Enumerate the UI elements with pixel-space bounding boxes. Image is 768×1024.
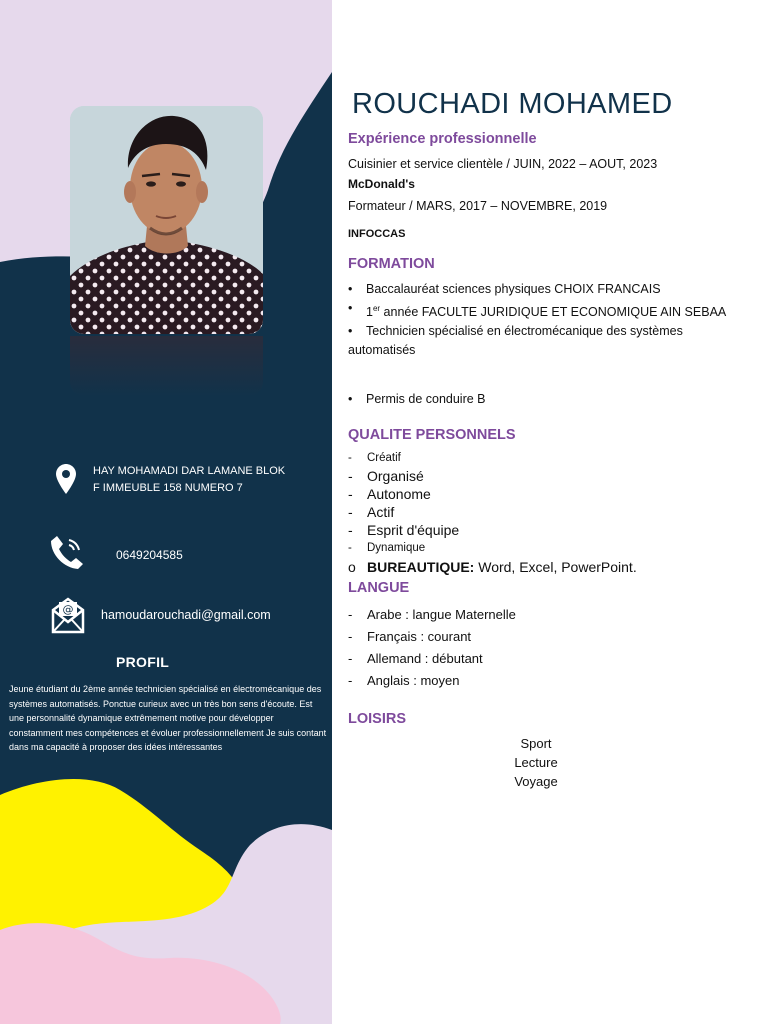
formation-item: • Baccalauréat sciences physiques CHOIX FRANCAIS <box>348 280 728 299</box>
profile-text: Jeune étudiant du 2ème année technicien spécialisé en électromécanique des systèmes automatisés. Ponctue curieux avec un très bon sens d'écoute. Est une personnalité dynamique extrêmement motive pour développer constamment mes compétences et évoluer professionnellement Je suis contant dans ma capacité à proposer des idées intéressantes <box>9 684 327 752</box>
qualite-item: - Organisé <box>348 467 459 485</box>
formation-title: FORMATION <box>348 256 435 272</box>
langue-item: - Français : courant <box>348 628 516 650</box>
qualites-title: QUALITE PERSONNELS <box>348 427 516 443</box>
loisir-item: Voyage <box>514 774 558 789</box>
main-content <box>332 0 768 1024</box>
svg-text:@: @ <box>62 603 74 616</box>
experience-role-1: Cuisinier et service clientèle / JUIN, 2022 – AOUT, 2023 <box>348 157 658 171</box>
email-row <box>0 596 332 636</box>
left-sidebar <box>0 0 332 1024</box>
qualite-item: - Actif <box>348 503 459 521</box>
loisir-item: Lecture <box>514 755 558 770</box>
experience-role-2: Formateur / MARS, 2017 – NOVEMBRE, 2019 <box>348 199 608 213</box>
qualite-item: - Autonome <box>348 485 459 503</box>
phone-row <box>0 534 332 570</box>
formation-item: • 1er année FACULTE JURIDIQUE ET ECONOMIQUE AIN SEBAA <box>348 299 728 322</box>
qualite-item: - Dynamique <box>348 539 459 557</box>
email-address[interactable]: hamoudarouchadi@gmail.com <box>101 608 271 622</box>
phone-icon <box>49 534 85 570</box>
profile-title: PROFIL <box>116 654 170 670</box>
langue-item: - Arabe : langue Maternelle <box>348 606 516 628</box>
profile-photo <box>70 106 263 334</box>
address-row <box>0 460 332 500</box>
langue-list <box>348 606 516 694</box>
address-line-1: HAY MOHAMADI DAR LAMANE BLOK <box>93 465 286 477</box>
loisir-item: Sport <box>520 736 552 751</box>
formation-list-2 <box>348 390 728 409</box>
address-line-2: F IMMEUBLE 158 NUMERO 7 <box>93 482 243 494</box>
experience-company-2: INFOCCAS <box>348 228 406 240</box>
qualites-list <box>348 449 459 557</box>
photo-reflection <box>70 336 263 396</box>
loisirs-title: LOISIRS <box>348 711 407 727</box>
formation-item: • Technicien spécialisé en électromécanique des systèmes automatisés <box>348 322 728 360</box>
qualite-item: - Créatif <box>348 449 459 467</box>
experience-company-1: McDonald's <box>348 177 415 191</box>
qualite-item: - Esprit d'équipe <box>348 521 459 539</box>
loisirs-list <box>486 734 586 791</box>
langue-item: - Allemand : débutant <box>348 650 516 672</box>
candidate-name: ROUCHADI MOHAMED <box>352 88 673 120</box>
formation-item: • Permis de conduire B <box>348 390 728 409</box>
langue-title: LANGUE <box>348 580 410 596</box>
formation-list <box>348 280 728 360</box>
bureautique-item: o BUREAUTIQUE: Word, Excel, PowerPoint. <box>348 559 637 575</box>
experience-title: Expérience professionnelle <box>348 131 537 147</box>
email-icon <box>50 596 86 634</box>
phone-number[interactable]: 0649204585 <box>116 548 183 562</box>
langue-item: - Anglais : moyen <box>348 672 516 694</box>
location-pin-icon <box>56 464 76 494</box>
